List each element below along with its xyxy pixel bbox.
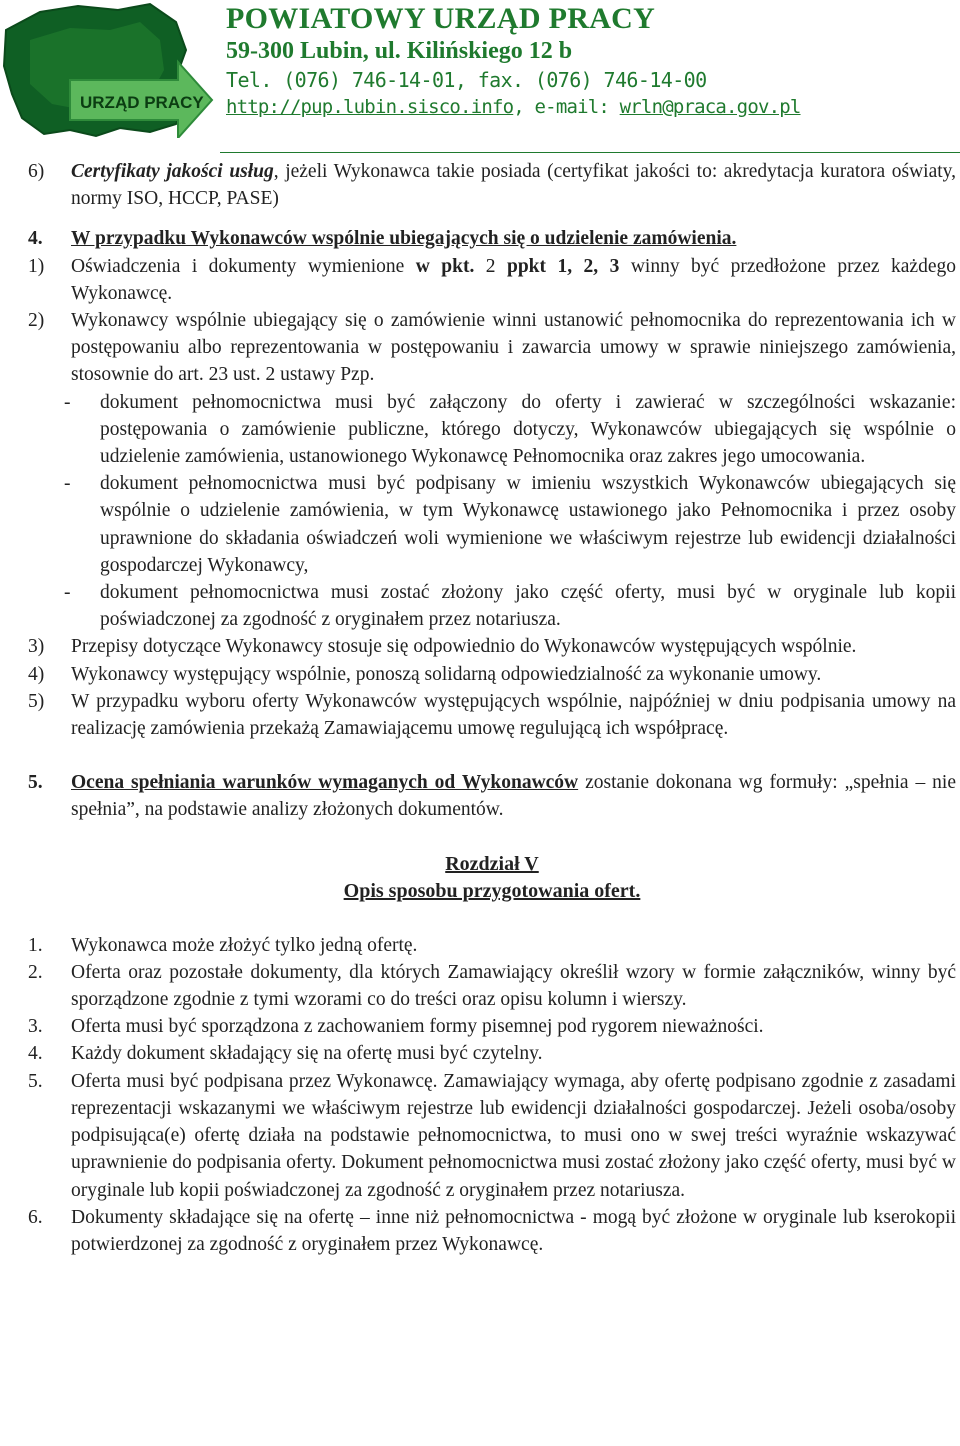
list-item: 4) Wykonawcy występujący wspólnie, ponoszą solidarną odpowiedzialność za wykonanie umowy. [28, 663, 822, 685]
dash-item: - dokument pełnomocnictwa musi być podpisany w imieniu wszystkich Wykonawców ubiegających się wspólnie o udzielenie zamówienia, w tym Wykonawcę ustawionego jako Pełnomocnika i przez osoby uprawnione do składania oświadczeń woli wymienione we właściwym rejestrze lub ewidencji działalności gospodarczej Wykonawcy, [64, 473, 956, 576]
logo-text: URZĄD PRACY [80, 93, 204, 112]
document-body [28, 158, 956, 1258]
list-item: 6) Certyfikaty jakości usług, jeżeli Wykonawca takie posiada (certyfikat jakości to: akredytacja kuratora oświaty, normy ISO, HCCP, PASE) [28, 161, 957, 210]
urzad-pracy-logo [0, 0, 215, 138]
list-item: 5) W przypadku wyboru oferty Wykonawców występujących wspólnie, najpóźniej w dniu podpisania umowy na realizację zamówienia przekażą Zamawiającemu umowę regulującą ich współpracę. [28, 690, 956, 740]
dash-item: - dokument pełnomocnictwa musi być załączony do oferty i zawierać w szczególności wskazanie: postępowania o zamówienie publiczne, którego dotyczy, Wykonawców ubiegających się wspólnie o udzielenie zamówienia, ustanowionego Wykonawcę Pełnomocnika oraz zakres jego umocowania. [64, 391, 956, 468]
list-item: 4. Każdy dokument składający się na ofertę musi być czytelny. [28, 1043, 543, 1065]
organization-name: POWIATOWY URZĄD PRACY [226, 2, 656, 35]
section-heading: 4. W przypadku Wykonawców wspólnie ubiegających się o udzielenie zamówienia. [28, 228, 737, 250]
list-item: 6. Dokumenty składające się na ofertę – inne niż pełnomocnictwa - mogą być złożone w oryginale lub kserokopii potwierdzonej za zgodność z oryginałem przez Wykonawcę. [28, 1206, 956, 1255]
letterhead [0, 0, 960, 155]
chapter-subtitle: Opis sposobu przygotowania ofert. [343, 879, 641, 902]
organization-address: 59-300 Lubin, ul. Kilińskiego 12 b [226, 38, 573, 64]
list-item: 2. Oferta oraz pozostałe dokumenty, dla których Zamawiający określił wzory w formie załączników, winny być sporządzone zgodnie z tymi wzorami co do treści oraz opisu kolumn i wierszy. [28, 961, 956, 1011]
email-link[interactable]: wrln@praca.gov.pl [619, 96, 801, 118]
list-item: 1. Wykonawca może złożyć tylko jedną ofertę. [28, 934, 418, 956]
website-link[interactable]: http://pup.lubin.sisco.info [226, 96, 514, 118]
list-item: 2) Wykonawcy wspólnie ubiegający się o zamówienie winni ustanowić pełnomocnika do reprezentowania ich w postępowaniu albo reprezentowania w postępowaniu i zawarcia umowy w sprawie niniejszego zamówienia, stosownie do art. 23 ust. 2 ustawy Pzp. [28, 310, 956, 386]
header-divider [220, 152, 960, 153]
section-heading: 5. Ocena spełniania warunków wymaganych od Wykonawców zostanie dokonana wg formuły: „spełnia – nie spełnia”, na podstawie analizy złożonych dokumentów. [28, 772, 956, 821]
list-item: 5. Oferta musi być podpisana przez Wykonawcę. Zamawiający wymaga, aby ofertę podpisano zgodnie z zasadami reprezentacji wskazanymi we właściwym rejestrze lub ewidencji działalności gospodarczej. Jeżeli osoba/osoby podpisująca(e) ofertę działa na podstawie pełnomocnictwa, to musi ono w swej treści wyraźnie wskazywać uprawnienie do podpisania oferty. Dokument pełnomocnictwa musi zostać złożony jako część oferty, musi być w oryginale lub kopii poświadczonej za zgodność z oryginałem przez notariusza. [28, 1070, 956, 1201]
organization-info [226, 2, 956, 120]
email-label: , e-mail: [513, 96, 620, 118]
dash-item: - dokument pełnomocnictwa musi zostać złożony jako część oferty, musi być w oryginale lub kopii poświadczonej za zgodność z oryginałem przez notariusza. [64, 582, 956, 631]
organization-phone: Tel. (076) 746-14-01, fax. (076) 746-14-00 [226, 68, 707, 92]
list-item: 3. Oferta musi być sporządzona z zachowaniem formy pisemnej pod rygorem nieważności. [28, 1016, 764, 1038]
list-item: 1) Oświadczenia i dokumenty wymienione w pkt. 2 ppkt 1, 2, 3 winny być przedłożone przez każdego Wykonawcę. [28, 255, 956, 304]
list-item: 3) Przepisy dotyczące Wykonawcy stosuje się odpowiednio do Wykonawców występujących wspólnie. [28, 636, 857, 658]
organization-contacts [226, 94, 956, 120]
chapter-title: Rozdział V [445, 852, 539, 875]
